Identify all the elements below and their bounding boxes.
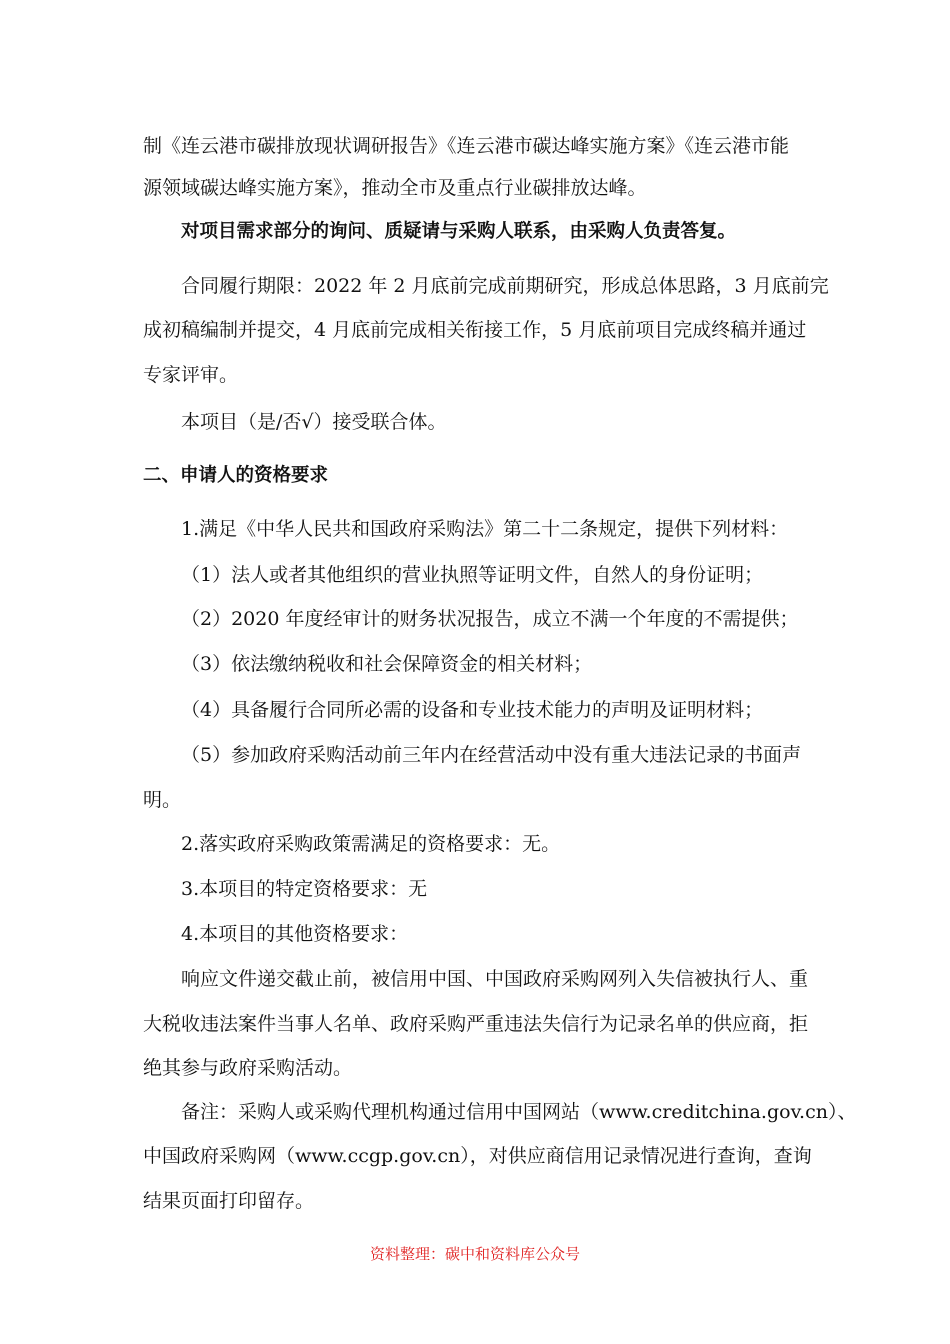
note-line: 中国政府采购网（www.ccgp.gov.cn），对供应商信用记录情况进行查询，查询 xyxy=(143,1145,812,1167)
list-item: （3）依法缴纳税收和社会保障资金的相关材料； xyxy=(181,653,593,675)
note-line: 结果页面打印留存。 xyxy=(143,1190,315,1212)
paragraph-line: 1.满足《中华人民共和国政府采购法》第二十二条规定，提供下列材料： xyxy=(181,518,789,540)
list-item: （4）具备履行合同所必需的设备和专业技术能力的声明及证明材料； xyxy=(181,699,764,721)
paragraph-line: 源领域碳达峰实施方案》，推动全市及重点行业碳排放达峰。 xyxy=(143,177,647,199)
list-item: （5）参加政府采购活动前三年内在经营活动中没有重大违法记录的书面声 xyxy=(181,744,802,766)
inquiry-notice: 对项目需求部分的询问、质疑请与采购人联系，由采购人负责答复。 xyxy=(181,221,737,242)
footer-source: 资料整理：碳中和资料库公众号 xyxy=(369,1245,580,1263)
paragraph-line: 2.落实政府采购政策需满足的资格要求：无。 xyxy=(181,833,561,855)
list-item: （1）法人或者其他组织的营业执照等证明文件，自然人的身份证明； xyxy=(181,564,764,586)
list-item: （2）2020 年度经审计的财务状况报告，成立不满一个年度的不需提供； xyxy=(181,608,799,630)
paragraph-line: 合同履行期限：2022 年 2 月底前完成前期研究，形成总体思路，3 月底前完 xyxy=(181,275,829,297)
section-heading: 二、申请人的资格要求 xyxy=(143,465,329,486)
paragraph-line: 3.本项目的特定资格要求：无 xyxy=(181,878,428,900)
note-line: 备注：采购人或采购代理机构通过信用中国网站（www.creditchina.gov.cn）、 xyxy=(181,1101,857,1123)
paragraph-line: 绝其参与政府采购活动。 xyxy=(143,1057,353,1079)
paragraph-line: 成初稿编制并提交，4 月底前完成相关衔接工作，5 月底前项目完成终稿并通过 xyxy=(143,319,807,341)
paragraph-line: 制《连云港市碳排放现状调研报告》《连云港市碳达峰实施方案》《连云港市能 xyxy=(143,135,790,157)
paragraph-line: 4.本项目的其他资格要求： xyxy=(181,923,409,945)
paragraph-line: 大税收违法案件当事人名单、政府采购严重违法失信行为记录名单的供应商，拒 xyxy=(143,1013,809,1035)
paragraph-line: 本项目（是/否√）接受联合体。 xyxy=(181,411,447,433)
list-item-continuation: 明。 xyxy=(143,789,182,811)
paragraph-line: 专家评审。 xyxy=(143,364,239,386)
paragraph-line: 响应文件递交截止前，被信用中国、中国政府采购网列入失信被执行人、重 xyxy=(181,968,809,990)
